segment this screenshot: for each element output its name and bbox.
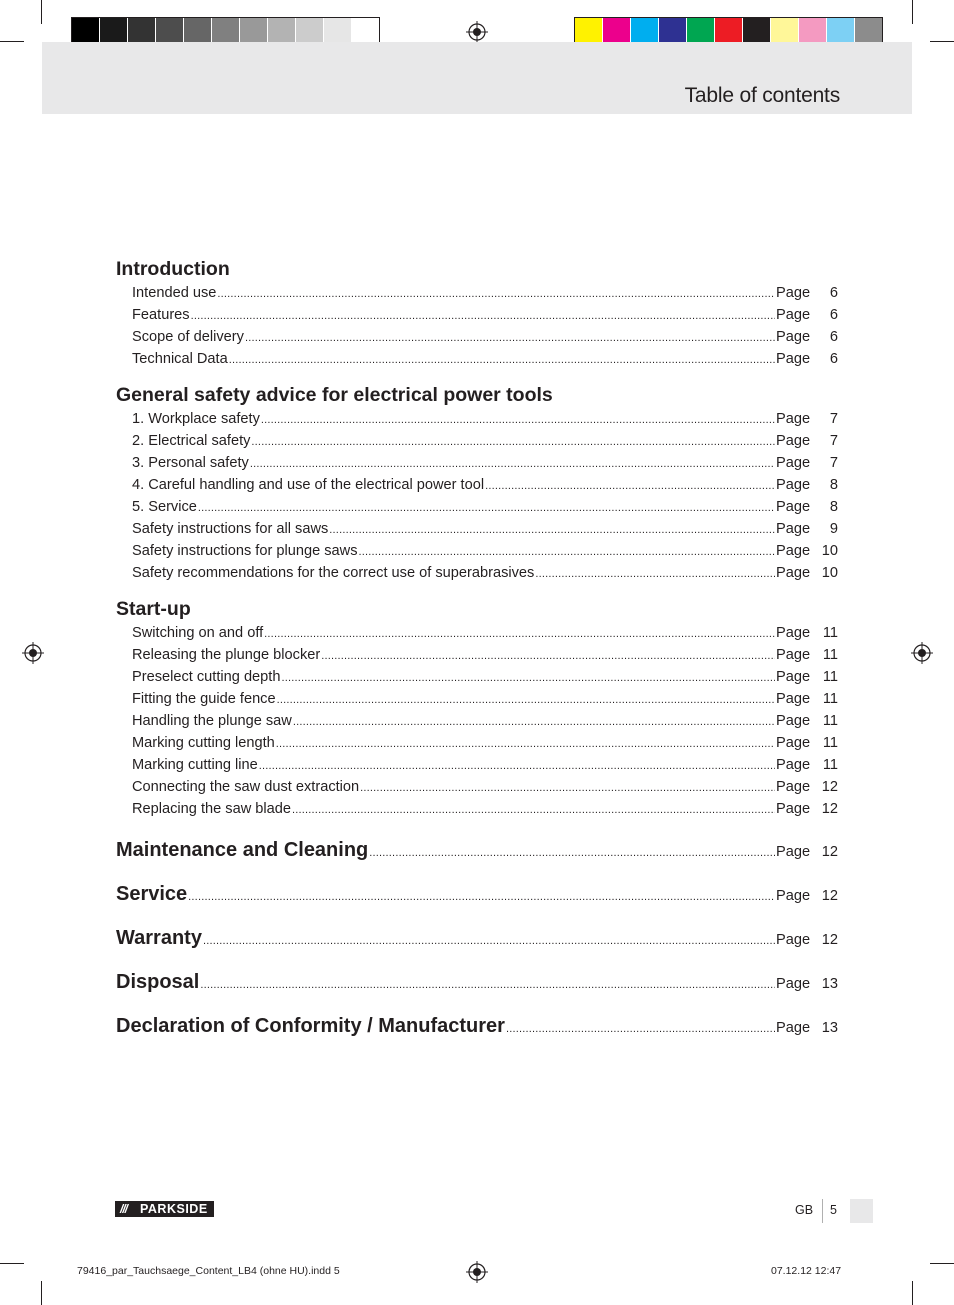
page-reference: Page 11	[776, 713, 838, 729]
section-title: Service	[116, 883, 188, 905]
toc-entry[interactable]	[116, 496, 838, 518]
dot-leader	[200, 976, 775, 992]
page-reference: Page 13	[776, 976, 838, 992]
toc-entry-label: Intended use	[132, 285, 217, 301]
slug-filename: 79416_par_Tauchsaege_Content_LB4 (ohne HU).indd 5	[77, 1265, 340, 1277]
section-title[interactable]: Start-up	[116, 598, 191, 620]
toc-entry[interactable]	[116, 562, 838, 584]
dot-leader	[321, 644, 775, 667]
toc-entry-warranty[interactable]	[116, 917, 838, 961]
dot-leader	[191, 304, 775, 327]
page-reference: Page 11	[776, 691, 838, 707]
dot-leader	[203, 932, 775, 948]
dot-leader	[369, 844, 775, 860]
dot-leader	[506, 1020, 775, 1036]
toc-entry[interactable]	[116, 282, 838, 304]
page-reference: Page 6	[776, 351, 838, 367]
crop-mark	[930, 41, 954, 42]
dot-leader	[264, 622, 775, 645]
dot-leader	[359, 540, 775, 563]
page-reference: Page 11	[776, 625, 838, 641]
toc-entries	[116, 282, 838, 370]
toc-entry[interactable]	[116, 408, 838, 430]
crop-mark	[0, 1263, 24, 1264]
page-reference: Page 7	[776, 455, 838, 471]
page-reference: Page 10	[776, 565, 838, 581]
toc-entry-label: Replacing the saw blade	[132, 801, 292, 817]
toc-entry[interactable]	[116, 798, 838, 820]
registration-mark-icon	[22, 642, 44, 664]
toc-entry-label: 5. Service	[132, 499, 197, 515]
toc-entry-label: Technical Data	[132, 351, 228, 367]
toc-entry[interactable]	[116, 452, 838, 474]
dot-leader	[293, 710, 775, 733]
toc-entry-maintenance[interactable]	[116, 829, 838, 873]
page-title: Table of contents	[684, 84, 840, 107]
page-reference: Page 11	[776, 757, 838, 773]
crop-mark	[41, 1281, 42, 1305]
dot-leader	[188, 888, 775, 904]
crop-mark	[930, 1263, 954, 1264]
toc-entry[interactable]	[116, 754, 838, 776]
toc-entry-label: Features	[132, 307, 190, 323]
section-title: Maintenance and Cleaning	[116, 839, 369, 861]
toc-entry-declaration[interactable]	[116, 1005, 838, 1049]
page-reference: Page 12	[776, 932, 838, 948]
page-reference: Page 11	[776, 669, 838, 685]
toc-entry-label: Safety instructions for plunge saws	[132, 543, 358, 559]
toc-entry[interactable]	[116, 474, 838, 496]
dot-leader	[277, 688, 775, 711]
toc-section-introduction	[116, 256, 838, 370]
page-reference: Page 11	[776, 735, 838, 751]
toc-entry[interactable]	[116, 304, 838, 326]
dot-leader	[250, 452, 775, 475]
toc-entry[interactable]	[116, 518, 838, 540]
dot-leader	[360, 776, 775, 799]
section-title[interactable]: Introduction	[116, 258, 230, 280]
page-reference: Page 8	[776, 477, 838, 493]
dot-leader	[259, 754, 775, 777]
page-reference: Page 12	[776, 888, 838, 904]
toc-entry-label: Fitting the guide fence	[132, 691, 276, 707]
page-reference: Page 6	[776, 307, 838, 323]
page-reference: Page 11	[776, 647, 838, 663]
toc-entry[interactable]	[116, 348, 838, 370]
page-reference: Page 7	[776, 433, 838, 449]
toc-entry-label: Switching on and off	[132, 625, 264, 641]
dot-leader	[535, 562, 775, 585]
page-reference: Page 9	[776, 521, 838, 537]
dot-leader	[217, 282, 775, 305]
page-reference: Page 12	[776, 779, 838, 795]
toc-entry-label: Marking cutting line	[132, 757, 258, 773]
page-number: 5	[830, 1203, 837, 1217]
toc-entry-label: Safety recommendations for the correct use of superabrasives	[132, 565, 535, 581]
dot-leader	[198, 496, 775, 519]
toc-entry[interactable]	[116, 688, 838, 710]
toc-entry-label: 4. Careful handling and use of the electrical power tool	[132, 477, 485, 493]
toc-section-safety	[116, 382, 838, 584]
page-reference: Page 13	[776, 1020, 838, 1036]
toc-entry-label: 3. Personal safety	[132, 455, 249, 471]
toc-entry-label: Safety instructions for all saws	[132, 521, 329, 537]
dot-leader	[276, 732, 775, 755]
toc-entry[interactable]	[116, 776, 838, 798]
toc-entry[interactable]	[116, 732, 838, 754]
toc-entry-label: Handling the plunge saw	[132, 713, 292, 729]
toc-entry-label: 2. Electrical safety	[132, 433, 251, 449]
toc-entries	[116, 622, 838, 820]
registration-mark-icon	[466, 1261, 488, 1283]
dot-leader	[251, 430, 775, 453]
footer-divider	[822, 1199, 823, 1223]
page-reference: Page 12	[776, 844, 838, 860]
toc-entry-service[interactable]	[116, 873, 838, 917]
dot-leader	[281, 666, 775, 689]
page-reference: Page 6	[776, 285, 838, 301]
toc-entry[interactable]	[116, 710, 838, 732]
toc-entry[interactable]	[116, 540, 838, 562]
parkside-logo: /// PARKSIDE	[115, 1201, 214, 1217]
slug-datetime: 07.12.12 12:47	[771, 1265, 842, 1277]
toc-entry[interactable]	[116, 666, 838, 688]
page-reference: Page 6	[776, 329, 838, 345]
toc-entries	[116, 408, 838, 584]
page-reference: Page 12	[776, 801, 838, 817]
registration-mark-icon	[911, 642, 933, 664]
section-title: Declaration of Conformity / Manufacturer	[116, 1015, 505, 1037]
registration-mark-icon	[466, 21, 488, 43]
crop-mark	[41, 0, 42, 24]
page-reference: Page 7	[776, 411, 838, 427]
toc-entry[interactable]	[116, 644, 838, 666]
section-title: Warranty	[116, 927, 202, 949]
dot-leader	[245, 326, 775, 349]
language-code: GB	[795, 1203, 814, 1217]
toc-entry-label: Releasing the plunge blocker	[132, 647, 321, 663]
toc-entry[interactable]	[116, 622, 838, 644]
toc-entry-label: Scope of delivery	[132, 329, 244, 345]
crop-mark	[912, 0, 913, 24]
page-reference: Page 8	[776, 499, 838, 515]
toc-entry-label: Preselect cutting depth	[132, 669, 281, 685]
dot-leader	[261, 408, 775, 431]
dot-leader	[485, 474, 775, 497]
crop-mark	[912, 1281, 913, 1305]
dot-leader	[292, 798, 775, 821]
toc-entry-label: Connecting the saw dust extraction	[132, 779, 360, 795]
page-reference: Page 10	[776, 543, 838, 559]
toc-section-startup	[116, 596, 838, 820]
table-of-contents	[116, 256, 838, 1049]
crop-mark	[0, 41, 24, 42]
section-title[interactable]: General safety advice for electrical power tools	[116, 384, 553, 406]
toc-entry[interactable]	[116, 430, 838, 452]
dot-leader	[229, 348, 775, 371]
dot-leader	[329, 518, 775, 541]
section-title: Disposal	[116, 971, 200, 993]
toc-entry-label: 1. Workplace safety	[132, 411, 260, 427]
toc-entry[interactable]	[116, 326, 838, 348]
footer-tab	[850, 1199, 873, 1223]
toc-entry-disposal[interactable]	[116, 961, 838, 1005]
toc-entry-label: Marking cutting length	[132, 735, 275, 751]
